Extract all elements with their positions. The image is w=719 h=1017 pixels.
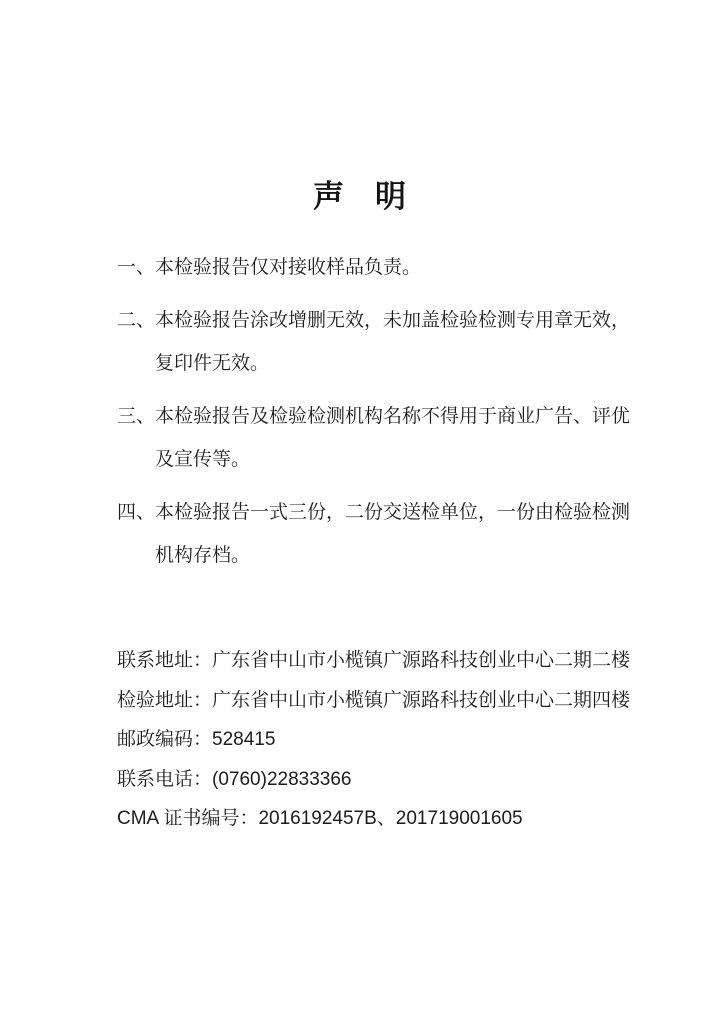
- list-item: [117, 395, 719, 481]
- contact-value: 广东省中山市小榄镇广源路科技创业中心二期二楼: [212, 650, 631, 671]
- item-number: 二、: [117, 310, 156, 331]
- contact-label: 检验地址：: [117, 689, 213, 711]
- item-number: 四、: [117, 502, 156, 523]
- list-item: [117, 299, 719, 385]
- contact-block: [117, 641, 719, 839]
- item-text: 本检验报告及检验检测机构名称不得用于商业广告、评优及宣传等。: [155, 406, 631, 470]
- contact-label: 联系地址：: [117, 650, 213, 671]
- contact-line-inspection-address: [117, 681, 719, 721]
- page-title: 声 明: [313, 179, 406, 214]
- contact-value: 广东省中山市小榄镇广源路科技创业中心二期四楼: [212, 689, 631, 711]
- contact-line-address: [117, 641, 719, 681]
- contact-value: 2016192457B、201719001605: [258, 808, 523, 829]
- list-item: [117, 491, 719, 577]
- contact-line-phone: [117, 760, 719, 800]
- contact-value: 528415: [212, 729, 276, 750]
- contact-label: 联系电话：: [117, 768, 213, 790]
- declaration-list: [117, 246, 719, 577]
- item-text: 本检验报告仅对接收样品负责。: [155, 257, 422, 278]
- list-item: [117, 246, 719, 289]
- contact-line-postcode: [117, 720, 719, 760]
- contact-line-cma-certificate: [117, 799, 719, 839]
- item-number: 一、: [117, 257, 156, 278]
- contact-label: CMA 证书编号：: [117, 808, 259, 829]
- item-text: 本检验报告一式三份，二份交送检单位，一份由检验检测机构存档。: [155, 502, 631, 566]
- contact-label: 邮政编码：: [117, 729, 213, 750]
- item-number: 三、: [117, 406, 156, 427]
- contact-value: (0760)22833366: [212, 768, 352, 790]
- item-text: 本检验报告涂改增删无效，未加盖检验检测专用章无效，复印件无效。: [155, 310, 631, 374]
